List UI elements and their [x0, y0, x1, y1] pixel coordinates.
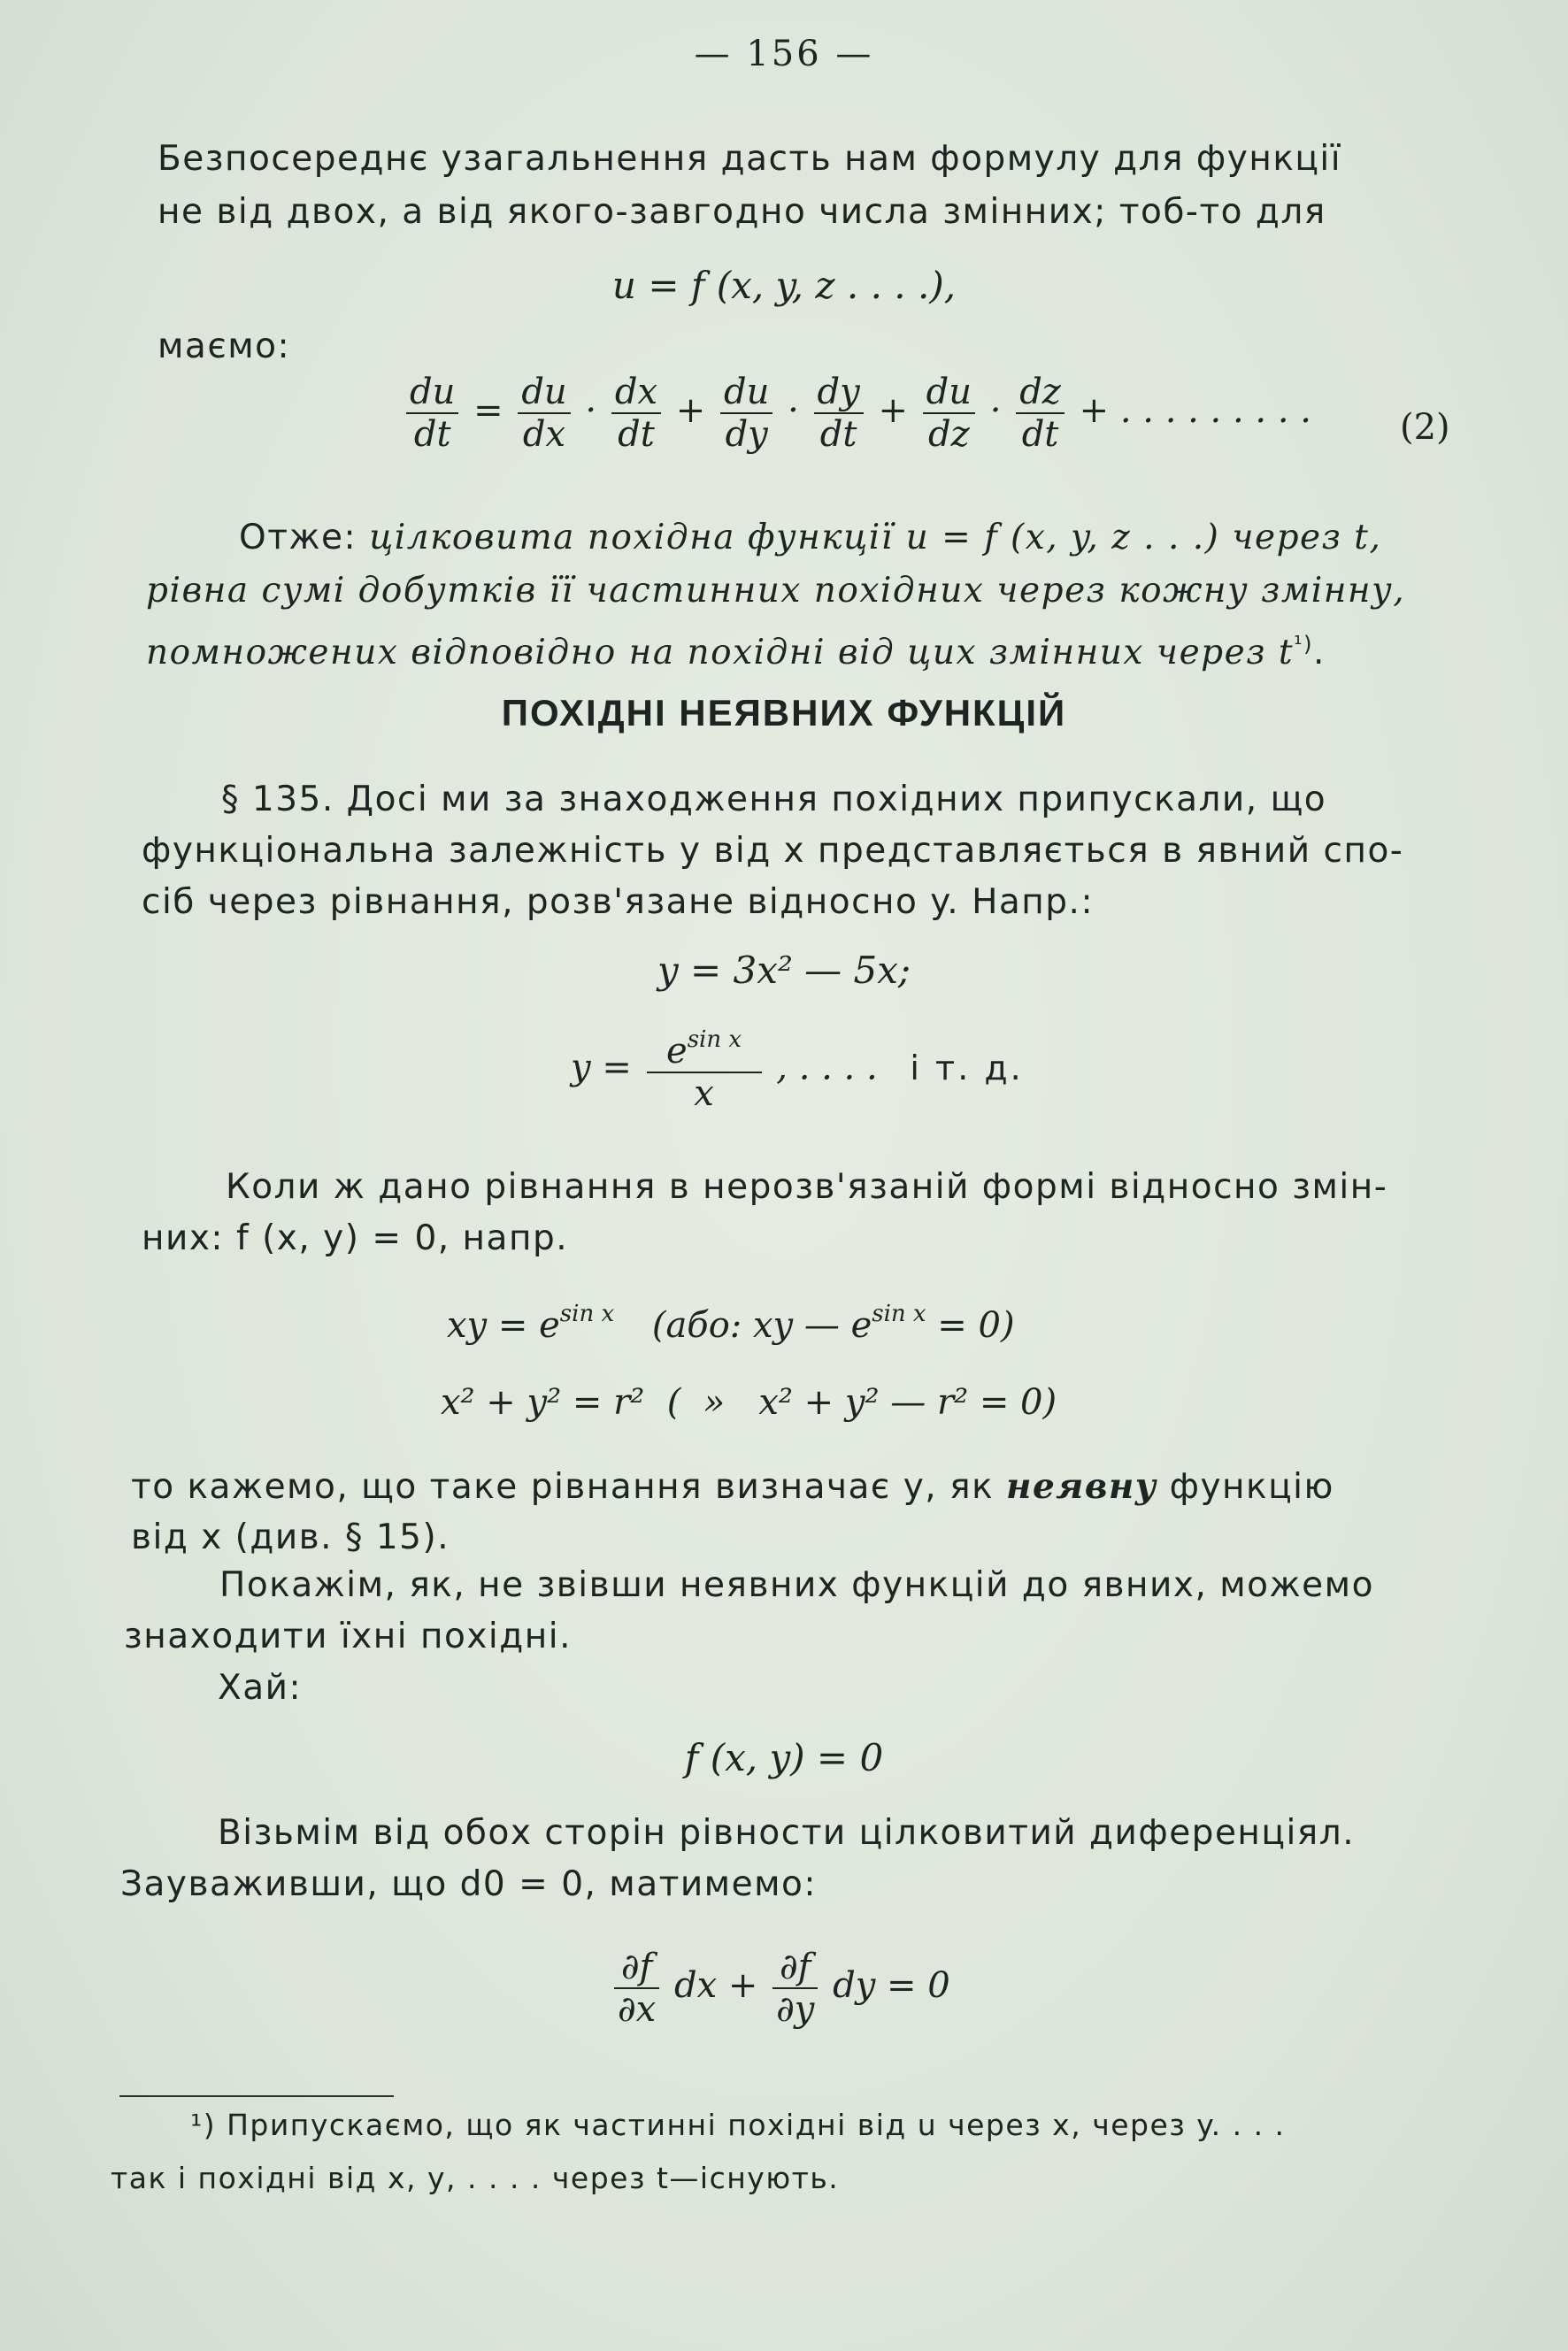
frac-den: ∂x [614, 1987, 659, 2030]
equation-df-term-1: dx + [673, 1965, 758, 2006]
frac-num: dx [614, 372, 658, 412]
frac-num: dy [817, 372, 860, 412]
frac-den: ∂y [772, 1987, 818, 2030]
footnote-divider [119, 2095, 394, 2097]
paragraph-7-line-2: Зауваживши, що d0 = 0, матимемо: [120, 1864, 818, 1904]
exp-power: sin x [687, 1026, 742, 1053]
dot-operator: · [788, 390, 799, 431]
dot-operator: · [989, 390, 1002, 431]
equation-number: (2) [1400, 407, 1450, 448]
paragraph-1-line-1: Безпосереднє узагальнення дасть нам формулу для функції [158, 139, 1342, 179]
frac-num: du [926, 372, 972, 412]
paragraph-1 [158, 133, 1458, 186]
equation-df [611, 1947, 950, 2030]
period: . [1313, 633, 1326, 672]
frac-den: dz [923, 412, 975, 455]
plus-sign: + [878, 390, 908, 431]
paragraph-4-line-1: Коли ж дано рівнання в нерозв'язаній формі відносно змін- [226, 1167, 1388, 1207]
frac-num [647, 1026, 762, 1072]
equation-a-end: = 0) [926, 1305, 1015, 1346]
page-number: — 156 — [694, 34, 874, 74]
frac-num: du [410, 372, 456, 412]
footnote-line-1: ¹) Припускаємо, що як частинні похідні від u через x, через y. . . . [190, 2108, 1286, 2142]
frac-den: dt [1016, 412, 1065, 455]
frac-du-dx [518, 372, 570, 455]
exp-base: e [666, 1031, 688, 1072]
khai-label [218, 1662, 302, 1715]
frac-esinx-x [647, 1026, 762, 1114]
frac-den: dt [611, 412, 661, 455]
equation-2-number-wrap [1400, 407, 1450, 448]
paragraph-5-line-2: від x (див. § 15). [131, 1517, 450, 1557]
equation-a-lhs: xy = e [447, 1305, 560, 1346]
equation-a-sup2: sin x [872, 1301, 926, 1327]
otzhe-word: Отже: [239, 518, 357, 557]
plus-sign: + [675, 390, 706, 431]
equation-y2 [571, 1026, 1024, 1114]
frac-du-dy [720, 372, 772, 455]
paragraph-5-text-end: функцію [1169, 1467, 1334, 1507]
frac-den: dx [518, 412, 570, 455]
equation-b: x² + y² = r² ( » x² + y² — r² = 0) [441, 1382, 1057, 1423]
paragraph-2-line-1 [239, 511, 1381, 565]
frac-df-dx [614, 1947, 659, 2030]
paragraph-2-line-2: рівна сумі добутків її частинних похідних через кожну змінну, [146, 571, 1406, 611]
frac-dz-dt [1016, 372, 1065, 455]
paragraph-3-line-1: § 135. Досі ми за знаходження похідних припускали, що [221, 780, 1327, 819]
paragraph-5b [131, 1511, 450, 1564]
equation-tail: + . . . . . . . . . [1079, 390, 1311, 431]
paragraph-2b [146, 565, 1405, 618]
paragraph-4b [142, 1212, 568, 1265]
paragraph-3b [142, 825, 1403, 878]
equation-a [447, 1301, 1015, 1346]
footnote-marker: ¹) [1294, 632, 1314, 657]
paragraph-7 [218, 1807, 1355, 1860]
frac-du-dt [406, 372, 458, 455]
frac-num: du [723, 372, 770, 412]
paragraph-5-line-1 [131, 1460, 1334, 1514]
maemo-label [158, 320, 290, 373]
frac-num: dz [1019, 372, 1061, 412]
paragraph-7b [120, 1858, 817, 1911]
paragraph-3c [142, 876, 1094, 929]
paragraph-6-line-2: знаходити їхні похідні. [124, 1617, 572, 1656]
paragraph-1b [158, 186, 1396, 239]
paragraph-6b [124, 1610, 572, 1663]
paragraph-1-line-2: не від двох, а від якого-завгодно числа змінних; тоб-то для [158, 192, 1326, 232]
frac-du-dz [923, 372, 975, 455]
frac-den: dt [814, 412, 864, 455]
frac-df-dy [772, 1947, 818, 2030]
dot-operator: · [585, 390, 597, 431]
frac-den: dt [406, 412, 458, 455]
equation-y2-tail: , . . . . [776, 1047, 878, 1088]
paragraph-5 [131, 1460, 1334, 1514]
equation-a-paren: (або: xy — e [651, 1305, 872, 1346]
footnote-line-2: так і похідні від x, y, . . . . через t—існують. [111, 2161, 840, 2195]
khai-text: Хай: [218, 1668, 303, 1708]
frac-den: dy [720, 412, 772, 455]
equation-f: f (x, y) = 0 [684, 1736, 884, 1779]
paragraph-3-line-2: функціональна залежність y від x представляється в явний спо- [142, 831, 1404, 871]
footnote [111, 2099, 1286, 2205]
frac-num: ∂f [779, 1947, 811, 1987]
paragraph-3 [221, 773, 1326, 826]
frac-dx-dt [611, 372, 661, 455]
paragraph-2-italic-1: цілковита похідна функції u = f (x, y, z . . .) через t, [369, 518, 1382, 557]
equation-y2-lhs: y = [571, 1047, 632, 1088]
maemo-text: маємо: [158, 327, 291, 366]
paragraph-2-italic-3: помножених відповідно на похідні від цих змінних через t [146, 633, 1295, 672]
equation-y1: y = 3x² — 5x; [657, 949, 911, 992]
paragraph-4-line-2: них: f (x, y) = 0, напр. [142, 1218, 569, 1258]
frac-num: du [521, 372, 567, 412]
frac-dy-dt [814, 372, 864, 455]
paragraph-3-line-3: сіб через рівнання, розв'язане відносно y. Напр.: [142, 882, 1095, 922]
paragraph-4 [226, 1161, 1387, 1214]
equation-df-term-2: dy = 0 [833, 1965, 950, 2006]
equation-2 [403, 372, 1311, 455]
frac-num: ∂f [620, 1947, 653, 1987]
paragraph-5-text: то кажемо, що таке рівнання визначає y, як [131, 1467, 995, 1507]
paragraph-5-emph: неявну [1006, 1466, 1157, 1507]
equals-sign: = [473, 390, 503, 431]
equation-u: u = f (x, y, z . . . .), [611, 264, 957, 307]
paragraph-6-line-1: Покажім, як, не звівши неявних функцій до явних, можемо [219, 1565, 1374, 1605]
paragraph-2 [239, 511, 1381, 565]
equation-a-sup: sin x [559, 1301, 615, 1327]
paragraph-7-line-1: Візьмім від обох сторін рівности цілковитий диференціял. [218, 1813, 1356, 1853]
paragraph-2c [146, 618, 1326, 680]
paragraph-6 [219, 1559, 1374, 1612]
frac-den: x [647, 1072, 762, 1114]
etc-text: і т. д. [910, 1048, 1024, 1087]
paragraph-2-line-3 [146, 618, 1326, 680]
section-heading: ПОХІДНІ НЕЯВНИХ ФУНКЦІЙ [501, 692, 1067, 734]
